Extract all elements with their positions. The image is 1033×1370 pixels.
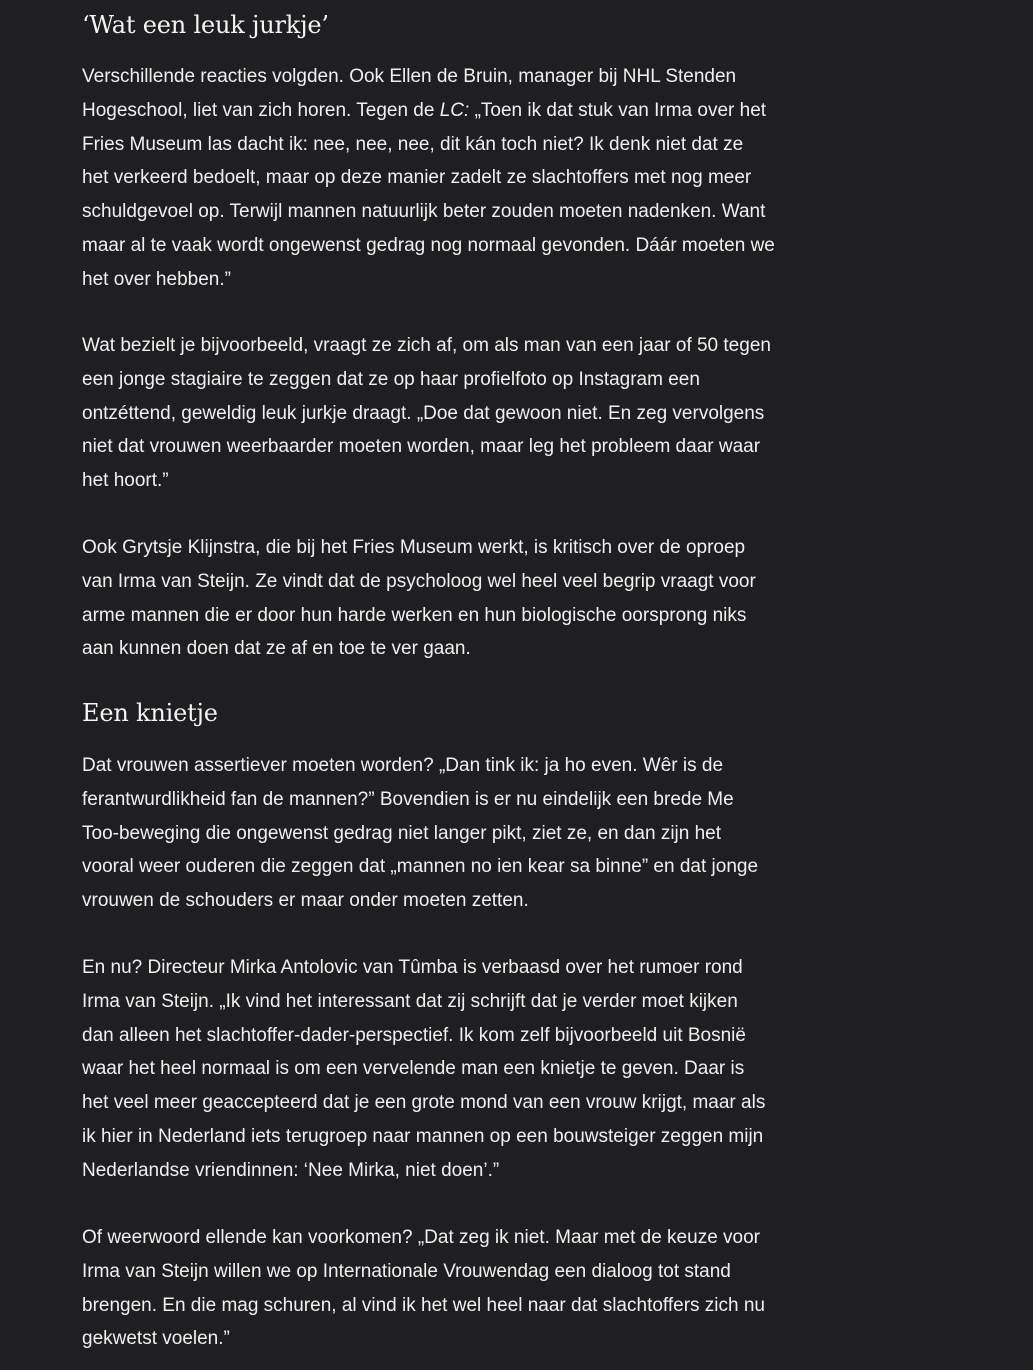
- text-line: dan alleen het slachtoffer-dader-perspectief. Ik kom zelf bijvoorbeeld uit Bosnië: [82, 1024, 746, 1046]
- text-segment: Hogeschool, liet van zich horen. Tegen de: [82, 99, 440, 121]
- text-line: Of weerwoord ellende kan voorkomen? „Dat zeg ik niet. Maar met de keuze voor: [82, 1227, 760, 1248]
- section-heading-knietje: Een knietje: [82, 699, 218, 727]
- paragraph-weerwoord: [82, 1221, 765, 1356]
- text-segment: „Toen ik dat stuk van Irma over het: [469, 99, 767, 121]
- text-line: het hoort.”: [82, 470, 169, 492]
- text-line: van Irma van Steijn. Ze vindt dat de psycholoog wel heel veel begrip vraagt voor: [82, 570, 756, 592]
- text-line: Too-beweging die ongewenst gedrag niet langer pikt, ziet ze, en dan zijn het: [82, 822, 722, 844]
- text-line: een jonge stagiaire te zeggen dat ze op haar profielfoto op Instagram een: [82, 368, 700, 390]
- paragraph-ellen-de-bruin: [82, 60, 775, 297]
- text-line: schuldgevoel op. Terwijl mannen natuurlijk beter zouden moeten nadenken. Want: [82, 201, 766, 223]
- text-line: aan kunnen doen dat ze af en toe te ver gaan.: [82, 638, 471, 660]
- text-line: het over hebben.”: [82, 268, 231, 290]
- text-line: ik hier in Nederland iets terugroep naar mannen op een bouwsteiger zeggen mijn: [82, 1125, 764, 1147]
- text-line: Dat vrouwen assertiever moeten worden? „Dan tink ik: ja ho even. Wêr is de: [82, 755, 724, 776]
- text-line: brengen. En die mag schuren, al vind ik het wel heel naar dat slachtoffers zich nu: [82, 1294, 765, 1316]
- text-line: het veel meer geaccepteerd dat je een grote mond van een vrouw krijgt, maar als: [82, 1092, 766, 1114]
- text-line: En nu? Directeur Mirka Antolovic van Tûmba is verbaasd over het rumoer rond: [82, 957, 743, 978]
- text-line: Wat bezielt je bijvoorbeeld, vraagt ze zich af, om als man van een jaar of 50 tegen: [82, 335, 771, 356]
- text-line: Ook Grytsje Klijnstra, die bij het Fries Museum werkt, is kritisch over de oproep: [82, 537, 746, 558]
- text-line: Verschillende reacties volgden. Ook Ellen de Bruin, manager bij NHL Stenden: [82, 66, 737, 87]
- text-line: Irma van Steijn. „Ik vind het interessant dat zij schrijft dat je verder moet kijken: [82, 990, 738, 1012]
- text-line: het verkeerd bedoelt, maar op deze manier zadelt ze slachtoffers met nog meer: [82, 167, 752, 189]
- text-line: Nederlandse vriendinnen: ‘Nee Mirka, niet doen’.”: [82, 1159, 500, 1181]
- text-line: ferantwurdlikheid fan de mannen?” Bovendien is er nu eindelijk een brede Me: [82, 788, 734, 810]
- text-line: Fries Museum las dacht ik: nee, nee, nee, dit kán toch niet? Ik denk niet dat ze: [82, 133, 744, 155]
- text-line: arme mannen die er door hun harde werken en hun biologische oorsprong niks: [82, 604, 747, 626]
- text-line: waar het heel normaal is om een vervelende man een knietje te geven. Daar is: [82, 1058, 745, 1080]
- text-line: vooral weer ouderen die zeggen dat „mannen no ien kear sa binne” en dat jonge: [82, 856, 759, 878]
- text-line: [82, 94, 775, 128]
- paragraph-assertiever: [82, 749, 758, 918]
- paragraph-grytsje-klijnstra: [82, 531, 756, 666]
- text-line: niet dat vrouwen weerbaarder moeten worden, maar leg het probleem daar waar: [82, 436, 761, 458]
- paragraph-mirka-antolovic: [82, 951, 765, 1188]
- text-line: gekwetst voelen.”: [82, 1328, 230, 1350]
- publication-name: LC:: [439, 99, 470, 121]
- text-line: Irma van Steijn willen we op Internationale Vrouwendag een dialoog tot stand: [82, 1260, 731, 1282]
- paragraph-jurkje-instagram: [82, 329, 771, 498]
- text-line: vrouwen de schouders er maar onder moeten zetten.: [82, 890, 529, 912]
- section-heading-leuk-jurkje: ‘Wat een leuk jurkje’: [82, 11, 329, 39]
- text-line: maar al te vaak wordt ongewenst gedrag nog normaal gevonden. Dáár moeten we: [82, 234, 775, 256]
- text-line: ontzéttend, geweldig leuk jurkje draagt. „Doe dat gewoon niet. En zeg vervolgens: [82, 402, 765, 424]
